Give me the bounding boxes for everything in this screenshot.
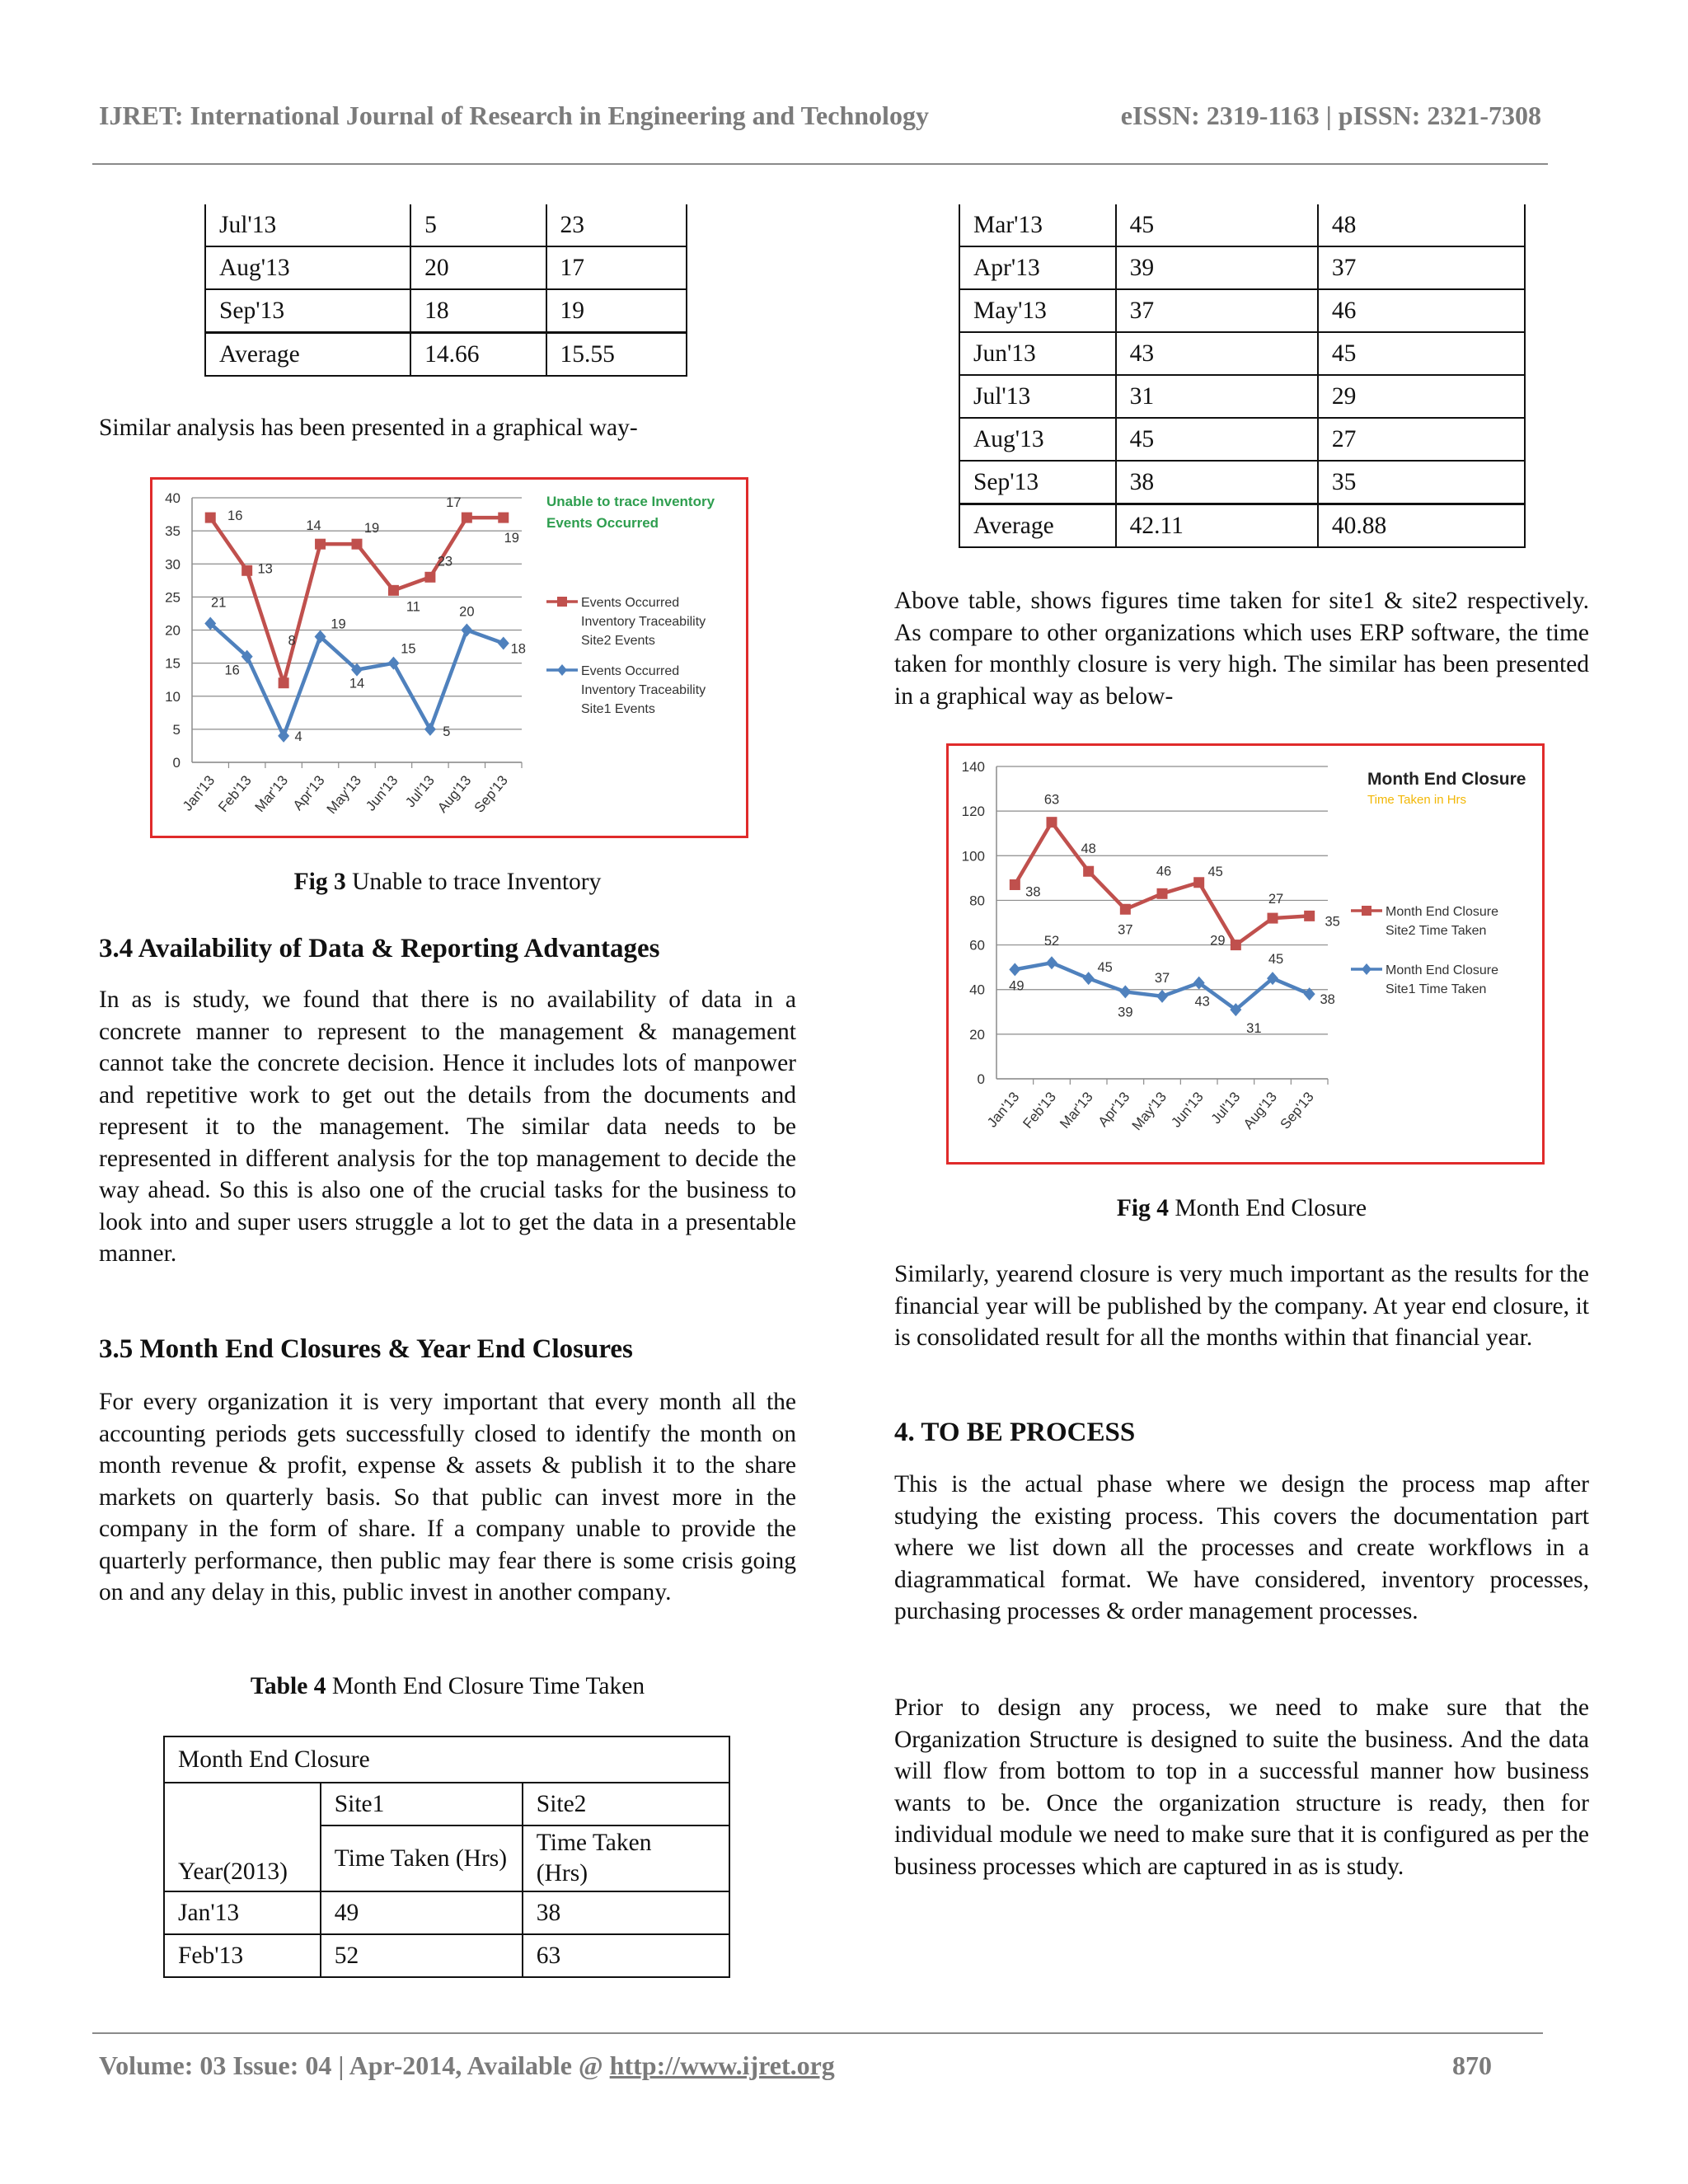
y-tick-label: 0 <box>172 755 181 771</box>
data-label: 18 <box>510 641 526 657</box>
table4-row <box>959 204 1525 246</box>
data-label: 19 <box>363 521 380 537</box>
x-tick-label: Mar'13 <box>251 772 292 815</box>
table3-cell: 5 <box>410 204 546 246</box>
table4-average-cell: Average <box>959 504 1116 548</box>
data-label: 17 <box>446 495 462 511</box>
table4-row <box>959 246 1525 289</box>
data-label: 20 <box>459 604 475 620</box>
y-tick-label: 100 <box>961 848 985 865</box>
table4-cell: 48 <box>1318 204 1525 246</box>
data-point-site2 <box>315 539 326 550</box>
legend-label: Inventory Traceability <box>581 615 706 629</box>
table4-site-row <box>164 1783 729 1825</box>
x-tick-label: Jul'13 <box>1207 1089 1244 1127</box>
y-tick-label: 10 <box>165 688 181 705</box>
legend-label: Site1 Events <box>581 702 655 716</box>
table4-cell: 37 <box>1318 246 1525 289</box>
x-tick-label: Aug'13 <box>1240 1089 1281 1132</box>
table4-row <box>164 1891 729 1934</box>
table4-site1: Site1 <box>321 1783 523 1825</box>
table4 <box>163 1736 730 1978</box>
x-tick-label: Jun'13 <box>1168 1089 1207 1131</box>
legend-marker <box>1362 906 1372 916</box>
y-tick-label: 140 <box>961 759 985 775</box>
y-tick-label: 5 <box>172 721 181 738</box>
table4-row <box>959 375 1525 418</box>
data-point-site2 <box>1047 817 1057 827</box>
data-point-site1 <box>1083 972 1095 985</box>
data-label: 38 <box>1320 992 1335 1008</box>
data-point-site2 <box>424 572 435 583</box>
y-tick-label: 40 <box>165 490 181 506</box>
x-tick-label: Apr'13 <box>289 772 328 813</box>
chart-title: Events Occurred <box>546 515 659 531</box>
x-tick-label: May'13 <box>1128 1089 1170 1134</box>
data-label: 35 <box>1325 914 1340 930</box>
y-tick-label: 120 <box>961 804 985 820</box>
data-label: 63 <box>1043 792 1060 808</box>
table3-row <box>205 246 687 289</box>
x-tick-label: Jan'13 <box>179 772 218 814</box>
legend-marker <box>1362 963 1372 975</box>
table4-title-row <box>164 1736 729 1783</box>
data-point-site1 <box>461 624 472 637</box>
table4-caption-text: Month End Closure Time Taken <box>326 1673 645 1699</box>
table4-cell: Feb'13 <box>164 1934 321 1977</box>
legend-marker <box>557 664 567 676</box>
fig3-chart <box>150 477 748 838</box>
footer-rule <box>92 2032 1543 2034</box>
header-rule <box>92 163 1548 165</box>
y-tick-label: 20 <box>969 1026 985 1043</box>
data-label: 29 <box>1210 933 1226 949</box>
legend-label: Site2 Events <box>581 634 655 648</box>
table4-cell: 45 <box>1116 418 1318 461</box>
data-point-site2 <box>241 565 252 576</box>
section-3-4-title: 3.4 Availability of Data & Reporting Advantages <box>99 934 660 963</box>
data-label: 5 <box>443 724 451 739</box>
table3-cell: 20 <box>410 246 546 289</box>
fig3-caption-text: Unable to trace Inventory <box>345 869 602 895</box>
data-point-site1 <box>1046 956 1057 969</box>
legend-label: Month End Closure <box>1386 905 1498 919</box>
data-point-site2 <box>498 513 509 523</box>
table4-cell: 43 <box>1116 332 1318 375</box>
y-tick-label: 15 <box>165 655 181 672</box>
data-point-site2 <box>1157 888 1168 899</box>
table4-cell: 35 <box>1318 461 1525 504</box>
data-point-site2 <box>279 677 289 688</box>
data-label: 19 <box>504 531 519 546</box>
x-tick-label: Mar'13 <box>1057 1089 1096 1132</box>
table4-cell: 29 <box>1318 375 1525 418</box>
data-label: 27 <box>1268 892 1284 907</box>
table3-average-row <box>205 333 687 377</box>
x-tick-label: May'13 <box>323 772 365 818</box>
table4-average-cell: 40.88 <box>1318 504 1525 548</box>
table4-caption-label: Table 4 <box>250 1673 326 1699</box>
data-point-site1 <box>1009 963 1020 976</box>
table3-cell: 17 <box>546 246 687 289</box>
running-footer <box>99 2050 1492 2081</box>
y-tick-label: 35 <box>165 523 181 540</box>
issn: eISSN: 2319-1163 | pISSN: 2321-7308 <box>1120 101 1541 130</box>
x-tick-label: Jul'13 <box>402 772 438 811</box>
table3-cell: Aug'13 <box>205 246 410 289</box>
data-point-site2 <box>388 585 399 596</box>
y-tick-label: 40 <box>969 982 985 998</box>
x-tick-label: Feb'13 <box>215 772 255 815</box>
x-tick-label: Sep'13 <box>471 772 511 816</box>
fig4-chart-svg <box>949 746 1542 1162</box>
table4-cell: Jun'13 <box>959 332 1116 375</box>
fig4-caption-text: Month End Closure <box>1169 1195 1367 1221</box>
data-point-site2 <box>352 539 363 550</box>
data-point-site2 <box>1231 940 1241 950</box>
data-point-site2 <box>1193 877 1204 888</box>
table4-time-taken-2: Time Taken (Hrs) <box>523 1825 729 1891</box>
x-tick-label: Apr'13 <box>1095 1089 1133 1130</box>
data-label: 46 <box>1156 864 1172 879</box>
series-line-1 <box>1015 823 1309 945</box>
table3-row <box>205 289 687 333</box>
table4-cell: 63 <box>523 1934 729 1977</box>
table3-cell: Jul'13 <box>205 204 410 246</box>
data-label: 37 <box>1154 970 1170 986</box>
data-label: 39 <box>1118 1005 1133 1020</box>
fig3-caption-label: Fig 3 <box>293 869 346 895</box>
legend-label: Events Occurred <box>581 664 680 678</box>
fig3-caption <box>99 869 796 896</box>
data-label: 49 <box>1009 978 1025 994</box>
table4-site2: Site2 <box>523 1783 729 1825</box>
data-label: 37 <box>1118 922 1133 938</box>
chart-subtitle: Time Taken in Hrs <box>1367 793 1467 807</box>
table3-average-cell: Average <box>205 333 410 377</box>
x-tick-label: Jun'13 <box>363 772 401 814</box>
table3-tail <box>204 204 687 377</box>
table4-time-taken-1: Time Taken (Hrs) <box>321 1825 523 1891</box>
data-point-site1 <box>1156 990 1168 1003</box>
running-header <box>99 101 1541 137</box>
data-point-site2 <box>1120 904 1131 915</box>
table4-cell: Aug'13 <box>959 418 1116 461</box>
table3-average-cell: 14.66 <box>410 333 546 377</box>
data-label: 11 <box>406 599 421 615</box>
table4-cell: May'13 <box>959 289 1116 332</box>
data-point-site1 <box>498 637 509 650</box>
x-tick-label: Aug'13 <box>434 772 475 816</box>
y-tick-label: 60 <box>969 937 985 954</box>
data-label: 15 <box>401 641 416 657</box>
table3-cell: 19 <box>546 289 687 333</box>
section-3-4-body: In as is study, we found that there is no availability of data in a concrete manner to represent to the management & management cannot take the concrete decision. Hence it includes lots of manpower and repetitive work to get out the details from the documents and represent it to the management. The similar data needs to be represented in different analysis for the top management to decide the way ahead. So this is also one of the crucial tasks for the business to look into and super users struggle a lot to get the data in a presentable manner. <box>99 987 796 1267</box>
data-label: 31 <box>1246 1021 1262 1037</box>
table4-average-row <box>959 504 1525 548</box>
table4-caption <box>99 1673 796 1700</box>
table3-cell: 18 <box>410 289 546 333</box>
table4-cell: Jan'13 <box>164 1891 321 1934</box>
legend-label: Site2 Time Taken <box>1386 924 1487 938</box>
data-label: 19 <box>331 616 346 632</box>
legend-label: Site1 Time Taken <box>1386 982 1487 996</box>
fig4-chart <box>946 743 1545 1165</box>
table4-cell: 45 <box>1116 204 1318 246</box>
section-4-body1: This is the actual phase where we design the process map after studying the existing process. This covers the documentation part where we list down all the processes and create workflows in a diagrammatical format. We have considered, inventory processes, purchasing processes & order management processes. <box>894 1471 1589 1624</box>
data-label: 8 <box>288 633 296 649</box>
chart-title: Month End Closure <box>1367 770 1526 789</box>
table4-cell: 31 <box>1116 375 1318 418</box>
table4-row <box>959 418 1525 461</box>
data-label: 13 <box>257 561 273 577</box>
table4-cell: Jul'13 <box>959 375 1116 418</box>
data-label: 43 <box>1194 994 1210 1010</box>
data-point-site2 <box>1268 913 1278 924</box>
legend-label: Inventory Traceability <box>581 683 706 697</box>
table4-cell: 45 <box>1318 332 1525 375</box>
page-number: 870 <box>1452 2050 1492 2080</box>
data-point-site1 <box>1119 985 1131 998</box>
table4-continued <box>959 204 1526 548</box>
data-label: 45 <box>1268 952 1284 968</box>
data-label: 14 <box>349 676 365 691</box>
data-label: 4 <box>294 729 302 744</box>
table3-row <box>205 204 687 246</box>
data-point-site2 <box>462 513 472 523</box>
x-tick-label: Feb'13 <box>1020 1089 1060 1132</box>
footer-link[interactable]: http://www.ijret.org <box>609 2050 835 2080</box>
section-3-5-title: 3.5 Month End Closures & Year End Closures <box>99 1334 633 1364</box>
legend-label: Events Occurred <box>581 596 680 610</box>
para-after-table4: Above table, shows figures time taken for site1 & site2 respectively. As compare to other organizations which uses ERP software, the time taken for monthly closure is very high. The similar has been presented in a graphical way as below- <box>894 588 1589 710</box>
table4-year-label: Year(2013) <box>164 1783 321 1891</box>
table4-cell: 27 <box>1318 418 1525 461</box>
data-label: 45 <box>1097 960 1113 976</box>
y-tick-label: 20 <box>165 622 181 639</box>
fig4-caption <box>894 1195 1589 1222</box>
data-label: 48 <box>1081 841 1096 857</box>
data-label: 14 <box>306 518 321 534</box>
table3-average-cell: 15.55 <box>546 333 687 377</box>
table4-cell: Mar'13 <box>959 204 1116 246</box>
table4-cell: 38 <box>1116 461 1318 504</box>
y-tick-label: 80 <box>969 893 985 909</box>
fig4-caption-label: Fig 4 <box>1116 1195 1169 1221</box>
fig3-intro: Similar analysis has been presented in a graphical way- <box>99 415 638 441</box>
table4-row <box>959 332 1525 375</box>
x-tick-label: Sep'13 <box>1277 1089 1317 1132</box>
data-label: 16 <box>227 509 243 524</box>
journal-title: IJRET: International Journal of Research in Engineering and Technology <box>99 101 929 130</box>
table4-title: Month End Closure <box>164 1736 729 1783</box>
x-tick-label: Jan'13 <box>983 1089 1023 1131</box>
legend-label: Month End Closure <box>1386 963 1498 977</box>
data-point-site2 <box>1304 911 1315 921</box>
table4-cell: Sep'13 <box>959 461 1116 504</box>
chart-title: Unable to trace Inventory <box>546 494 715 509</box>
data-label: 45 <box>1207 864 1223 879</box>
data-point-site2 <box>1083 866 1094 877</box>
table4-cell: 37 <box>1116 289 1318 332</box>
table4-average-cell: 42.11 <box>1116 504 1318 548</box>
data-label: 23 <box>437 554 453 569</box>
table3-cell: Sep'13 <box>205 289 410 333</box>
data-label: 52 <box>1043 934 1060 949</box>
section-4-body2: Prior to design any process, we need to make sure that the Organization Structure is designed to suite the business. And the data will flow from bottom to top in a successful manner how business wants to be. Once the organization structure is ready, then for individual module we need to make sure that it is configured as per the business processes which are captured in as is study. <box>894 1694 1589 1880</box>
table4-cell: 52 <box>321 1934 523 1977</box>
data-point-site2 <box>205 513 216 523</box>
table4-row <box>959 289 1525 332</box>
table4-row <box>164 1934 729 1977</box>
table4-cell: 46 <box>1318 289 1525 332</box>
legend-marker <box>557 597 567 607</box>
fig3-chart-svg <box>152 480 746 836</box>
data-point-site2 <box>1010 879 1020 890</box>
section-3-5-body: For every organization it is very important that every month all the accounting periods gets successfully closed to identify the month on month revenue & profit, expense & assets & publish it to the share markets on quarterly basis. So that public can invest more in the company in the form of share. If a company unable to provide the quarterly performance, then public may fear there is some crisis going on and any delay in this, public invest in another company. <box>99 1389 796 1605</box>
table3-cell: 23 <box>546 204 687 246</box>
table4-cell: Apr'13 <box>959 246 1116 289</box>
table4-cell: 38 <box>523 1891 729 1934</box>
table4-cell: 39 <box>1116 246 1318 289</box>
section-4-title: 4. TO BE PROCESS <box>894 1418 1136 1447</box>
footer-volume: Volume: 03 Issue: 04 | Apr-2014, Available @ <box>99 2050 610 2080</box>
data-label: 21 <box>211 595 227 611</box>
para-yearend: Similarly, yearend closure is very much important as the results for the financial year will be published by the company. At year end closure, it is consolidated result for all the months within that financial year. <box>894 1261 1589 1351</box>
data-label: 16 <box>224 663 240 678</box>
table4-cell: 49 <box>321 1891 523 1934</box>
data-label: 38 <box>1025 884 1041 900</box>
y-tick-label: 0 <box>977 1071 985 1087</box>
y-tick-label: 30 <box>165 556 181 573</box>
y-tick-label: 25 <box>165 589 181 606</box>
table4-row <box>959 461 1525 504</box>
